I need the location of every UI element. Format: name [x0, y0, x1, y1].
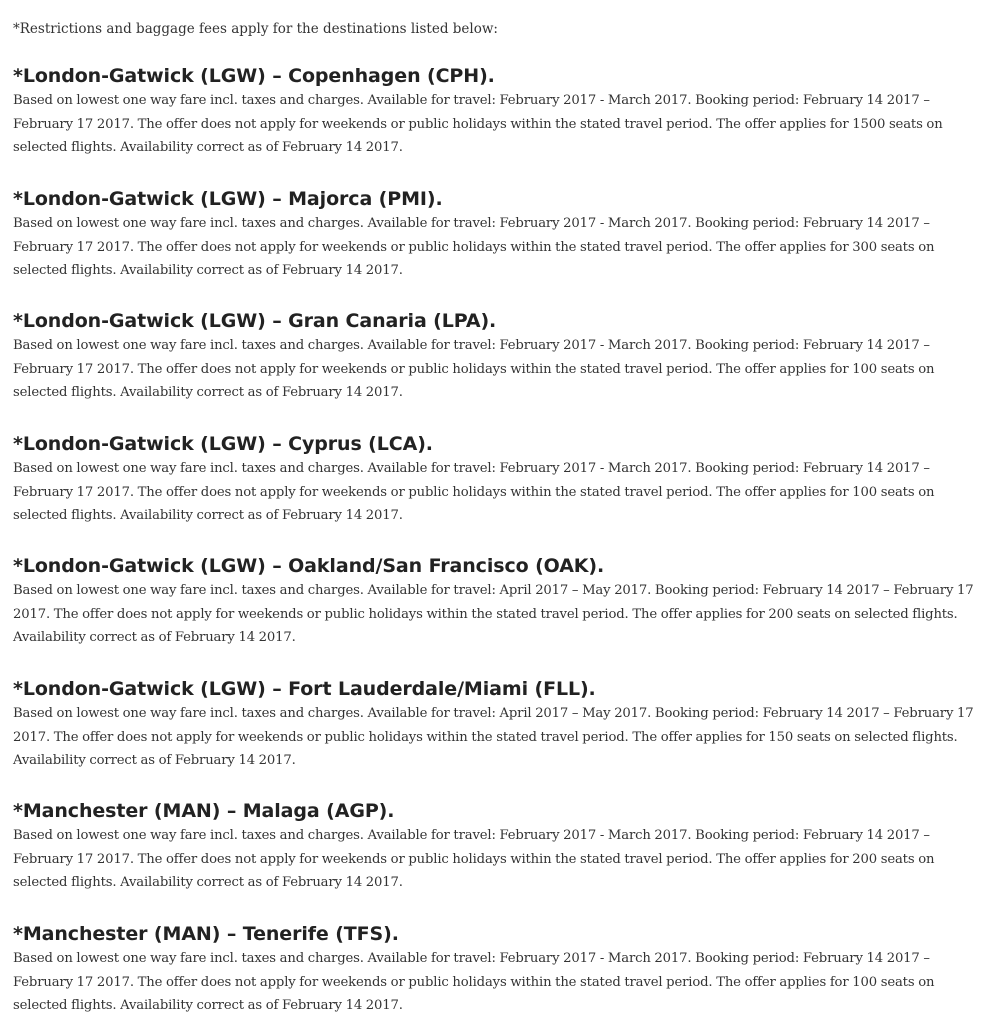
offer-title: *London-Gatwick (LGW) – Oakland/San Francisco (OAK).: [13, 555, 605, 577]
offer-title: *Manchester (MAN) – Malaga (AGP).: [13, 800, 395, 822]
offer-terms: Based on lowest one way fare incl. taxes and charges. Available for travel: April 2017 – May 2017. Booking period: February 14 2017 – February 17 2017. The offer does not apply for weekends or public holidays within the stated travel period. The offer applies for 200 seats on selected flights. Availability correct as of February 14 2017.: [13, 583, 974, 646]
offer-item: [13, 553, 988, 650]
offer-item: [13, 63, 988, 160]
offer-item: [13, 186, 988, 283]
offer-title: *London-Gatwick (LGW) – Copenhagen (CPH).: [13, 65, 495, 87]
terms-page: [13, 0, 988, 1014]
offer-terms: Based on lowest one way fare incl. taxes and charges. Available for travel: February 2017 - March 2017. Booking period: February 14 2017 – February 17 2017. The offer does not apply for weekends or public holidays within the stated travel period. The offer applies for 100 seats on selected flights. Availability correct as of February 14 2017.: [13, 338, 935, 401]
offer-item: [13, 676, 988, 773]
offer-title: *London-Gatwick (LGW) – Cyprus (LCA).: [13, 433, 433, 455]
offer-title: *London-Gatwick (LGW) – Gran Canaria (LPA).: [13, 310, 497, 332]
offer-terms: Based on lowest one way fare incl. taxes and charges. Available for travel: February 2017 - March 2017. Booking period: February 14 2017 – February 17 2017. The offer does not apply for weekends or public holidays within the stated travel period. The offer applies for 300 seats on selected flights. Availability correct as of February 14 2017.: [13, 216, 935, 279]
offer-title: *London-Gatwick (LGW) – Majorca (PMI).: [13, 188, 443, 210]
offer-terms: Based on lowest one way fare incl. taxes and charges. Available for travel: February 2017 - March 2017. Booking period: February 14 2017 – February 17 2017. The offer does not apply for weekends or public holidays within the stated travel period. The offer applies for 100 seats on selected flights. Availability correct as of February 14 2017.: [13, 461, 935, 524]
offer-item: [13, 308, 988, 405]
offer-terms: Based on lowest one way fare incl. taxes and charges. Available for travel: February 2017 - March 2017. Booking period: February 14 2017 – February 17 2017. The offer does not apply for weekends or public holidays within the stated travel period. The offer applies for 200 seats on selected flights. Availability correct as of February 14 2017.: [13, 828, 935, 891]
offer-item: [13, 431, 988, 528]
offer-item: [13, 798, 988, 895]
offer-item: [13, 921, 988, 1018]
offer-terms: Based on lowest one way fare incl. taxes and charges. Available for travel: April 2017 – May 2017. Booking period: February 14 2017 – February 17 2017. The offer does not apply for weekends or public holidays within the stated travel period. The offer applies for 150 seats on selected flights. Availability correct as of February 14 2017.: [13, 706, 974, 769]
offer-title: *Manchester (MAN) – Tenerife (TFS).: [13, 923, 399, 945]
offer-terms: Based on lowest one way fare incl. taxes and charges. Available for travel: February 2017 - March 2017. Booking period: February 14 2017 – February 17 2017. The offer does not apply for weekends or public holidays within the stated travel period. The offer applies for 100 seats on selected flights. Availability correct as of February 14 2017.: [13, 951, 935, 1014]
restrictions-intro: *Restrictions and baggage fees apply for the destinations listed below:: [13, 21, 498, 37]
offer-terms: Based on lowest one way fare incl. taxes and charges. Available for travel: February 2017 - March 2017. Booking period: February 14 2017 – February 17 2017. The offer does not apply for weekends or public holidays within the stated travel period. The offer applies for 1500 seats on selected flights. Availability correct as of February 14 2017.: [13, 93, 943, 156]
offer-title: *London-Gatwick (LGW) – Fort Lauderdale/Miami (FLL).: [13, 678, 596, 700]
